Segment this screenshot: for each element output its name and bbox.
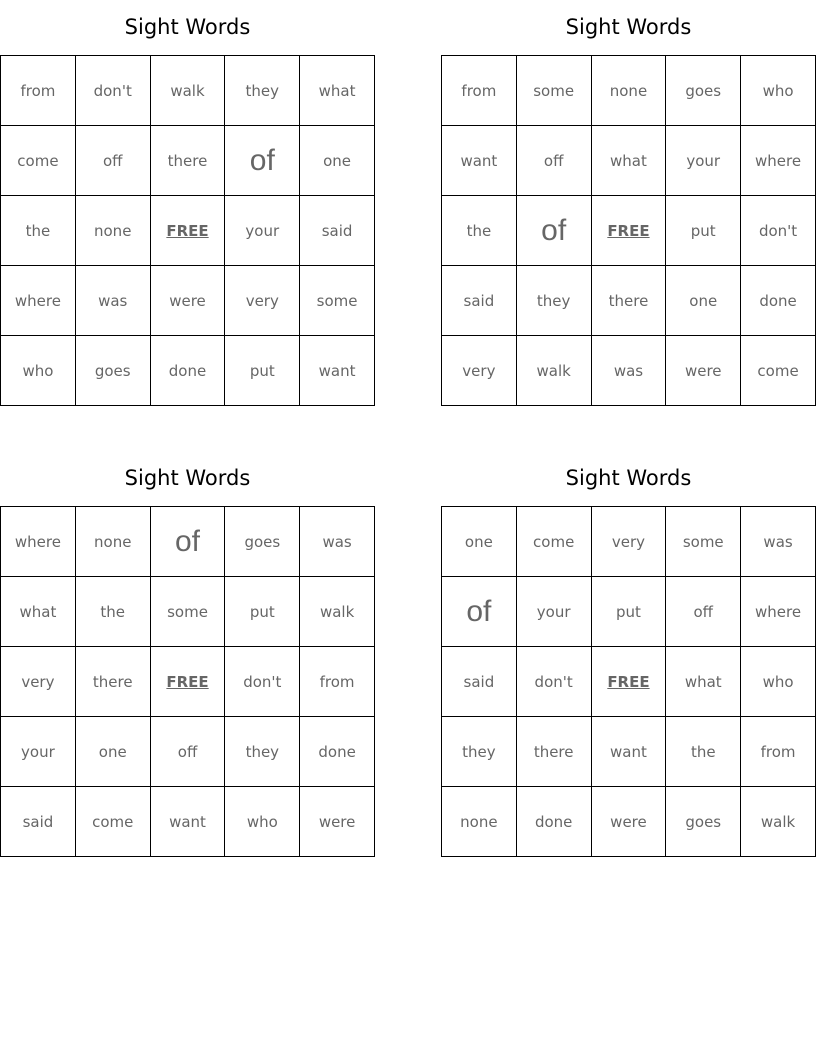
- grid-row: [442, 717, 816, 787]
- grid-row: [442, 787, 816, 857]
- word-cell: come: [516, 507, 591, 577]
- grid-row: [442, 577, 816, 647]
- word-cell: what: [591, 126, 666, 196]
- word-cell: what: [300, 56, 375, 126]
- word-cell: very: [442, 336, 517, 406]
- word-cell: put: [591, 577, 666, 647]
- word-cell: there: [591, 266, 666, 336]
- word-cell: was: [741, 507, 816, 577]
- word-cell: don't: [225, 647, 300, 717]
- word-cell: come: [741, 336, 816, 406]
- bingo-grid: [0, 506, 375, 857]
- word-cell: put: [225, 577, 300, 647]
- word-cell: the: [442, 196, 517, 266]
- word-cell: one: [666, 266, 741, 336]
- word-cell: one: [300, 126, 375, 196]
- word-cell: very: [591, 507, 666, 577]
- grid-row: [1, 56, 375, 126]
- card-title: Sight Words: [124, 466, 251, 490]
- word-cell: they: [516, 266, 591, 336]
- word-cell: where: [741, 126, 816, 196]
- word-cell: they: [225, 56, 300, 126]
- word-cell: some: [300, 266, 375, 336]
- word-cell: off: [516, 126, 591, 196]
- grid-row: [1, 647, 375, 717]
- word-cell: there: [150, 126, 225, 196]
- word-cell: of: [442, 577, 517, 647]
- word-cell: from: [442, 56, 517, 126]
- word-cell: some: [150, 577, 225, 647]
- word-cell: were: [591, 787, 666, 857]
- grid-row: [442, 126, 816, 196]
- word-cell: put: [666, 196, 741, 266]
- bingo-grid: [441, 55, 816, 406]
- word-cell: your: [666, 126, 741, 196]
- word-cell: were: [150, 266, 225, 336]
- word-cell: who: [741, 647, 816, 717]
- word-cell: none: [75, 507, 150, 577]
- word-cell: was: [300, 507, 375, 577]
- grid-row: [1, 507, 375, 577]
- word-cell: don't: [516, 647, 591, 717]
- word-cell: walk: [150, 56, 225, 126]
- word-cell: of: [516, 196, 591, 266]
- card-title: Sight Words: [565, 15, 692, 39]
- word-cell: who: [225, 787, 300, 857]
- free-space-cell: FREE: [150, 196, 225, 266]
- grid-row: [442, 266, 816, 336]
- word-cell: was: [591, 336, 666, 406]
- word-cell: where: [1, 266, 76, 336]
- word-cell: your: [1, 717, 76, 787]
- word-cell: come: [1, 126, 76, 196]
- word-cell: one: [75, 717, 150, 787]
- grid-row: [1, 266, 375, 336]
- bingo-grid: [0, 55, 375, 406]
- word-cell: they: [225, 717, 300, 787]
- word-cell: done: [741, 266, 816, 336]
- grid-row: [1, 577, 375, 647]
- word-cell: said: [1, 787, 76, 857]
- word-cell: who: [741, 56, 816, 126]
- word-cell: your: [516, 577, 591, 647]
- grid-row: [1, 717, 375, 787]
- grid-row: [1, 196, 375, 266]
- word-cell: walk: [300, 577, 375, 647]
- word-cell: done: [300, 717, 375, 787]
- word-cell: off: [150, 717, 225, 787]
- word-cell: one: [442, 507, 517, 577]
- word-cell: were: [300, 787, 375, 857]
- word-cell: very: [225, 266, 300, 336]
- free-space-cell: FREE: [591, 196, 666, 266]
- word-cell: don't: [741, 196, 816, 266]
- word-cell: were: [666, 336, 741, 406]
- word-cell: want: [300, 336, 375, 406]
- word-cell: none: [75, 196, 150, 266]
- word-cell: goes: [225, 507, 300, 577]
- word-cell: none: [442, 787, 517, 857]
- word-cell: some: [666, 507, 741, 577]
- word-cell: of: [150, 507, 225, 577]
- word-cell: very: [1, 647, 76, 717]
- word-cell: done: [516, 787, 591, 857]
- word-cell: who: [1, 336, 76, 406]
- word-cell: want: [442, 126, 517, 196]
- word-cell: said: [442, 647, 517, 717]
- word-cell: don't: [75, 56, 150, 126]
- card-title: Sight Words: [565, 466, 692, 490]
- word-cell: want: [591, 717, 666, 787]
- word-cell: they: [442, 717, 517, 787]
- word-cell: walk: [741, 787, 816, 857]
- word-cell: was: [75, 266, 150, 336]
- word-cell: what: [666, 647, 741, 717]
- word-cell: the: [75, 577, 150, 647]
- word-cell: where: [1, 507, 76, 577]
- word-cell: some: [516, 56, 591, 126]
- grid-row: [1, 336, 375, 406]
- word-cell: from: [300, 647, 375, 717]
- free-space-cell: FREE: [150, 647, 225, 717]
- word-cell: the: [1, 196, 76, 266]
- word-cell: there: [516, 717, 591, 787]
- grid-row: [442, 196, 816, 266]
- free-space-cell: FREE: [591, 647, 666, 717]
- word-cell: of: [225, 126, 300, 196]
- word-cell: there: [75, 647, 150, 717]
- word-cell: said: [442, 266, 517, 336]
- grid-row: [442, 336, 816, 406]
- word-cell: from: [741, 717, 816, 787]
- word-cell: off: [666, 577, 741, 647]
- word-cell: none: [591, 56, 666, 126]
- word-cell: off: [75, 126, 150, 196]
- word-cell: come: [75, 787, 150, 857]
- word-cell: where: [741, 577, 816, 647]
- grid-row: [442, 647, 816, 717]
- word-cell: put: [225, 336, 300, 406]
- grid-row: [1, 787, 375, 857]
- word-cell: said: [300, 196, 375, 266]
- word-cell: done: [150, 336, 225, 406]
- word-cell: from: [1, 56, 76, 126]
- grid-row: [442, 56, 816, 126]
- word-cell: what: [1, 577, 76, 647]
- word-cell: the: [666, 717, 741, 787]
- bingo-grid: [441, 506, 816, 857]
- grid-row: [1, 126, 375, 196]
- word-cell: your: [225, 196, 300, 266]
- word-cell: goes: [666, 56, 741, 126]
- word-cell: goes: [75, 336, 150, 406]
- word-cell: goes: [666, 787, 741, 857]
- word-cell: walk: [516, 336, 591, 406]
- word-cell: want: [150, 787, 225, 857]
- grid-row: [442, 507, 816, 577]
- card-title: Sight Words: [124, 15, 251, 39]
